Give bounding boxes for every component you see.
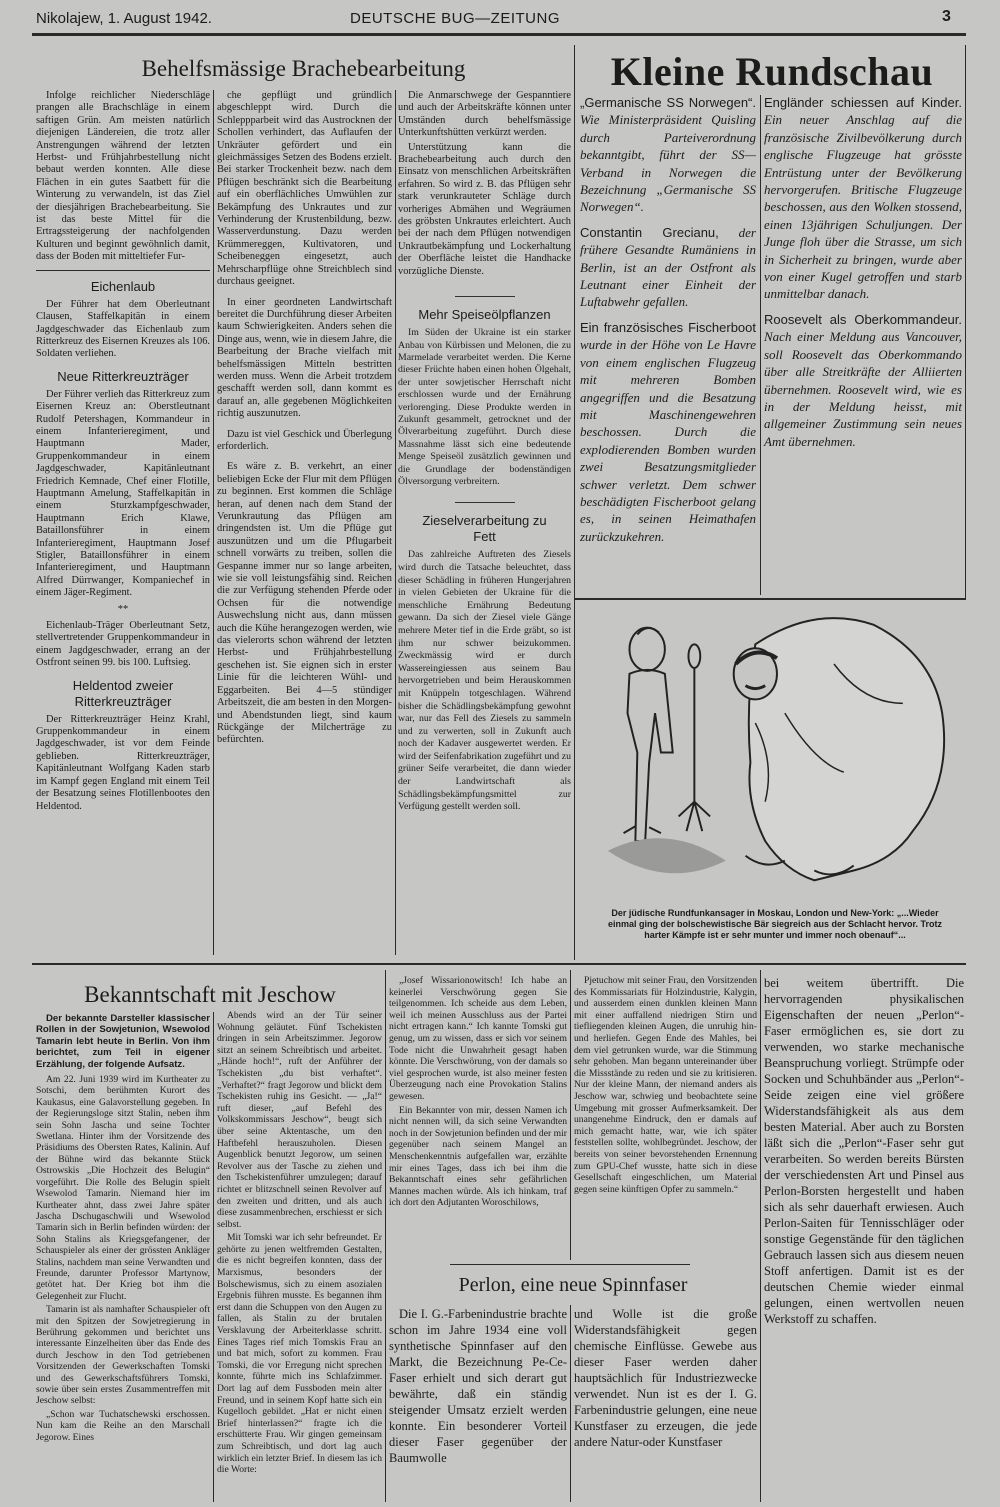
- column-rule: [760, 970, 761, 1502]
- article-paragraph: Der Führer hat dem Oberleutnant Clausen, Staffelkapitän in einem Jagdgeschwader das Eichenlaub zum Ritterkreuz des Eisernen Kreuzes als 106. Soldaten verliehen.: [36, 298, 210, 360]
- news-item: Constantin Grecianu, der frühere Gesandte Rumäniens in Berlin, ist an der Ostfront als Leutnant einer Einheit der Luftabwehr gefallen.: [580, 224, 756, 310]
- section-rule: [32, 963, 966, 965]
- masthead: DEUTSCHE BUG—ZEITUNG: [350, 10, 561, 27]
- article-paragraph: Tamarin ist als namhafter Schauspieler oft mit den Spitzen der Sowjetregierung in Berührung gekommen und berichtet uns interessante Einzelheiten über das Ende des durch Jeschow in den Tod getriebenen Vorsitzenden der Gewerkschaften Tomski und des Gewerkschaftsführers Tomski, sowie über sein erstes Zusammentreffen mit Jeschow selbst:: [36, 1304, 210, 1407]
- article-paragraph: Die I. G.-Farbenindustrie brachte schon im Jahre 1934 eine voll synthetische Spinnfaser auf den Markt, die Bezeichnung Pe-Ce-Faser erhielt und sich derart gut bewährte, daß ein ständig steigender Umsatz erzielt werden konnte. Ein besonderer Vorteil dieser Faser gegenüber der Baumwolle: [389, 1307, 567, 1465]
- jeschow-column-4: [574, 975, 757, 1197]
- cartoon-illustration: [585, 605, 965, 900]
- news-item: „Germanische SS Norwegen“. Wie Ministerpräsident Quisling durch Parteiverordnung bekanntgibt, führt der SS—Verband in Norwegen die Bezeichnung „Germanische SS Norwegen“.: [580, 95, 756, 215]
- article-paragraph: Das zahlreiche Auftreten des Ziesels wird durch die Tatsache beleuchtet, dass dieser Schädling in früheren Hungerjahren in vielen Gebieten der Ukraine für die menschliche Ernährung Bedeutung gewann. Da sich der Ziesel viele Gänge mehrere Meter tief in die Erde gräbt, so ist ihm nur schwer beizukommen. Zweckmässig wird er durch Wassereingiessen aus seinem Bau hervorgetrieben und beim Herauskommen mit Knüppeln totgeschlagen. Während bisher die Schädlingsbekämpfung gewohnt war, nur das Fell des Ziesels zu sammeln und zu verwerten, soll in Zukunft auch noch der Kadaver ausgewertet werden. Er wird der Seifenfabrikation zugeführt und zu grüner Seife verarbeitet, die dann wieder der Landwirtschaft als Schädlingsbekämpfungsmittel zur Verfügung gestellt werden soll.: [398, 549, 571, 813]
- heading-eichenlaub: Eichenlaub: [90, 278, 156, 294]
- column-rule: [570, 970, 571, 1260]
- article-paragraph: che gepflügt und gründlich abgeschleppt wird. Durch die Schleppparbeit wird das Austrocknen der Schollen verhindert, das Auflaufen der Unkräuter gefördert und ein gleichmässiges Setzen des Bodens erzielt. Bei starker Trockenheit bezw. nach dem Pflügen beschränkt sich die Bearbeitung auf ein oberflächliches Umwühlen zur Bekämpfung des Unkrautes und zur Verhinderung der Krustenbildung, bezw. Wasserverdunstung. Dazu werden Krümmereggen, Kultivatoren, und Scheibeneggen eingesetzt, auch Mehrscharpflüge ohne Streichblech sind durchaus geeignet.: [217, 90, 392, 288]
- article-paragraph: Im Süden der Ukraine ist ein starker Anbau von Kürbissen und Melonen, die zu Marmelade verarbeitet werden. Die Kerne dieser Früchte haben einen hohen Ölgehalt, der unter sowjetischer Herrschaft nicht erschlossen wurde und der Ernährung verlorenging. Diese Produkte werden in Zukunft gesammelt, getrocknet und der Ölverarbeitung zugeführt. Durch diese Massnahme lässt sich eine bedeutende Menge Speiseöl zusätzlich gewinnen und die Grundlage der bodenständigen Ölversorgung verbreitern.: [398, 327, 571, 487]
- article-paragraph: Pjetuchow mit seiner Frau, den Vorsitzenden des Kommissariats für Holzindustrie, Kalygin, und ausserdem einen dunklen kleinen Mann mit einer auffallend niedrigen Stirn und tiefliegenden kleinen Augen, die unruhig hin- und herliefen. Gegen Ende des Mahles, bei dem viel getrunken wurde, war die Stimmung sehr gehoben. Man begann untereinander über die Missstände zu reden und sie zu kritisieren. Nur der kleine Mann, der niemand anders als Jeschow war, schwieg und beobachtete seine Umgebung mit grosser Aufmerksamkeit. Der unangenehme Eindruck, den er damals auf mich gemacht hatte, war, wie ich später feststellen sollte, wohlbegründet. Jeschow, der bereits von seiner bevorstehenden Ernennung zum GPU-Chef wusste, hatte sich in diese Gesellschaft eingeschlichen, um Material gegen seine künftigen Opfer zu sammeln.“: [574, 975, 757, 1195]
- column-rule: [213, 1012, 214, 1502]
- headline-brache: Behelfsmässige Brachebearbeitung: [141, 56, 466, 81]
- divider: [450, 1264, 690, 1265]
- box-rule: [965, 45, 966, 600]
- column-rule: [385, 970, 386, 1502]
- article-paragraph: bei weitem übertrifft. Die hervorragenden physikalischen Eigenschaften der neuen „Perlon“-Faser ermöglichen es, sie dort zu verwenden, wo starke mechanische Beanspruchung vorliegt. Strümpfe oder Socken und Schuhbänder aus „Perlon“-Seide zeigen eine viel größere Widerstandsfähigkeit als aus dem besten Material. Aber auch zu Borsten läßt sich die „Perlon“-Faser sehr gut verarbeiten. So werden bereits Bürsten der verschiedensten Art und Pinsel aus Perlon-Borsten hergestellt und haben sich als sehr dauerhaft erwiesen. Auch Perlon-Saiten für Tennisschläger oder sonstige Gegenstände für den täglichen Gebrauch lassen sich aus diesem neuen Stoff anfertigen. Damit ist es der deutschen Chemie wieder einmal gelungen, einen wertvollen neuen Werkstoff zu schaffen.: [764, 976, 964, 1326]
- heading-kleine-rundschau: Kleine Rundschau: [610, 49, 934, 94]
- news-item: Ein französisches Fischerboot wurde in der Höhe von Le Havre von einem englischen Flugzeug mit mehreren Bomben angegriffen und die Besatzung mit Maschinengewehren beschossen. Durch die explodierenden Bomben wurden zwei Besatzungsmitglieder schwer verletzt. Dem schwer beschädigten Fischerboot gelang es, in seinen Heimathafen zurückzukehren.: [580, 319, 756, 544]
- article-paragraph: „Schon war Tuchatschewski erschossen. Nun kam die Reihe an den Marschall Jegorow. Eines: [36, 1408, 210, 1443]
- news-item: Engländer schiessen auf Kinder. Ein neuer Anschlag auf die französische Zivilbevölkerung durch englische Flugzeuge hat grösste Entrüstung unter der Bevölkerung hervorgerufen. Britische Flugzeuge beschossen, aus den Wolken stossend, einen 13jährigen Schuljungen. Der Junge floh über die Strasse, um sich in Sicherheit zu bringen, wurde aber von einer Kugel getroffen und starb unmittelbar danach.: [764, 95, 962, 302]
- dateline: Nikolajew, 1. August 1942.: [36, 10, 212, 27]
- heading-heldentod: Heldentod zweier Ritterkreuzträger: [72, 677, 174, 709]
- heading-ziesel: Zieselverarbeitung zu Fett: [422, 513, 547, 545]
- column-rule: [574, 45, 575, 960]
- column-1: [36, 90, 210, 815]
- article-paragraph: Abends wird an der Tür seiner Wohnung geläutet. Fünf Tschekisten dringen in sein Arbeitszimmer. Jegorow sitzt an seinem Schreibtisch und arbeitet. „Hände hoch!“, ruft der Anführer der Tschekisten „du bist verhaftet“. „Verhaftet?“ fragt Jegorow und blickt dem Tschekisten ruhig ins Gesicht. — „Ja!“ ruft dieser, „auf Befehl des Volkskommissars Jeschow“, beugt sich über seine Aktentasche, um den Haftbefehl herauszuholen. Diesen Augenblick benutzt Jegorow, um seinen Revolver aus der Tasche zu ziehen und den Tschekistenführer umzulegen; darauf richtet er blitzschnell seinen Revolver auf den zweiten und dritten, und als auch diese zusammenbrechen, erschiesst er sich selbst.: [217, 1010, 382, 1230]
- column-3: [398, 90, 571, 816]
- article-paragraph: Unterstützung kann die Brachebearbeitung auch durch den Einsatz von menschlichen Arbeitskräften erfahren. So wird z. B. das Pflügen sehr stark verunkrauteter Schläge durch vorheriges Abmähen und Wegräumen des gröbsten Unkrautes erleichtert. Auch bei der nach dem Pflügen notwendigen Unkrautbekämpfung und Lockerhaltung der Oberfläche leistet die Handhacke vorzügliche Dienste.: [398, 141, 571, 277]
- perlon-column-3: [764, 975, 964, 1329]
- article-paragraph: Der Ritterkreuzträger Heinz Krahl, Gruppenkommandeur in einem Jagdgeschwader, ist vor dem Feinde geblieben. Ritterkreuzträger, Kapitänleutnant Wolfgang Kaden starb im Kampf gegen England mit einem Teil der Besatzung seines Flotillenbootes den Heldentod.: [36, 713, 210, 812]
- box-rule: [574, 598, 966, 600]
- article-paragraph: Dazu ist viel Geschick und Überlegung erforderlich.: [217, 428, 392, 452]
- article-paragraph: Mit Tomski war ich sehr befreundet. Er gehörte zu jenen weltfremden Gestalten, die es nicht begreifen konnten, dass der Marxismus, besonders der Bolschewismus, sich zu einem asozialen Ergebnis führen musste. Es begannen ihm erst dann die Schuppen von den Augen zu fallen, als Stalin zu der brutalen Versklavung der Arbeiterklasse schritt. Eines Tages rief mich Tomskis Frau an und bat mich, sofort zu kommen. Frau Tomski, die vor Erregung nicht sprechen konnte, führte mich ins Schlafzimmer. Dort lag auf dem Fussboden mein alter Freund, und in seinem Kopf hatte sich ein Kugelloch gebildet. „Hat er nicht einen Brief hinterlassen?“ fragte ich die erschütterte Frau. Wir gingen gemeinsam zum Schreibtisch, und dort lag auch wirklich ein letzter Brief. In diesem las ich die Worte:: [217, 1232, 382, 1476]
- column-rule: [213, 90, 214, 955]
- news-item: Roosevelt als Oberkommandeur. Nach einer Meldung aus Vancouver, soll Roosevelt das Oberkommando über alle Streitkräfte der Alliierten übernehmen. Roosevelt wird, wie es in der Meldung heisst, mit allgemeiner Zustimmung sein neues Amt übernehmen.: [764, 311, 962, 449]
- headline-jeschow: Bekanntschaft mit Jeschow: [84, 982, 336, 1007]
- perlon-column-1: [389, 1306, 567, 1468]
- article-paragraph: Eichenlaub-Träger Oberleutnant Setz, stellvertretender Gruppenkommandeur in einem Jagdgeschwader, errang an der Ostfront seinen 99. bis 100. Luftsieg.: [36, 620, 210, 669]
- article-intro: Der bekannte Darsteller klassischer Rollen in der Sowjetunion, Wsewolod Tamarin lebt heute in Berlin. Von ihm berichtet, zum Teil in eigener Erzählung, der folgende Aufsatz.: [36, 1013, 210, 1070]
- header-rule: [32, 33, 966, 36]
- divider: [455, 502, 515, 503]
- column-rule: [760, 95, 761, 595]
- heading-ritterkreuz: Neue Ritterkreuzträger: [57, 368, 189, 384]
- rundschau-column-2: [764, 94, 962, 458]
- column-rule: [570, 1305, 571, 1502]
- column-2: [217, 90, 392, 749]
- jeschow-column-1: [36, 1013, 210, 1445]
- jeschow-column-3: [389, 975, 567, 1211]
- article-paragraph: „Josef Wissarionowitsch! Ich habe an keinerlei Verschwörung gegen Sie teilgenommen. Ich scheide aus dem Leben, weil ich meinen Ausschluss aus der Partei nicht ertragen kann.“ Ich kannte Tomski gut genug, um zu wissen, dass er sich vor seinem Tode nicht die Unwahrheit gesagt haben könnte. Die Verschwörung, von der damals so viel gesprochen wurde, ist also meiner festen Überzeugung nach eine Provokation Stalins gewesen.: [389, 975, 567, 1102]
- jeschow-column-2: [217, 1010, 382, 1478]
- article-paragraph: Am 22. Juni 1939 wird im Kurtheater zu Sotschi, dem berühmten Kurort des Kaukasus, eine Galavorstellung gegeben. In der Regierungsloge sitzt Stalin, neben ihm sein Sohn Jascha und seine Tochter Swetlana. Hinter ihm der Vorsitzende des Präsidiums des Obersten Rates, Kalinin. Auf der Bühne wird das bekannte Stück Ostrowskis „Die Hochzeit des Belugin“ vorgeführt. Die Rolle des Belugin spielt Wsewolod Tamarin. Niemand hier im Kurtheater ahnt, dass zwei Jahre später Jascha Dschugaschwili und Wsewolod Tamarin sich in Berlin befinden würden: der Sohn Stalins als Kriegsgefangener, der Schauspieler als einer der grössten Ankläger Stalins, nachdem man seine Verwandten und Freunde, darunter Professor Martynow, getötet hat. Der Krieg bot ihm die Gelegenheit zur Flucht.: [36, 1074, 210, 1302]
- article-paragraph: Infolge reichlicher Niederschläge prangen alle Brachschläge in einem saftigen Grün. Am meisten natürlich diejenigen Ländereien, die trotz aller Anstrengungen während der letzten Herbst- und Frühjahrbestellung nicht bebaut werden konnten. Alle diese Flächen in ein gutes Saatbett für die Winterung zu verwandeln, ist das Ziel der diesjährigen Brachebearbeitung. Sie ist das beste Mittel für die Ertragssteigerung der nachfolgenden Kulturen und beginnt gewöhnlich damit, dass der Boden mit mitteltiefer Fur-: [36, 90, 210, 263]
- article-paragraph: Der Führer verlieh das Ritterkreuz zum Eisernen Kreuz an: Oberstleutnant Rudolf Petershagen, Kommandeur in einem Infanterieregiment, und Hauptmann Mader, Gruppenkommandeur in einem Jagdgeschwader, Kapitänleutnant Friedrich Kemnade, Chef einer Flotille, Hauptmann Amelung, Staffelkapitän in einem Sturzkampfgeschwader, Hauptmann Erich Klawe, Bataillonsführer in einem Infanterieregiment, Hauptmann Josef Stigler, Bataillonsführer in einem Infanterieregiment, und Hauptmann Alfred Dürrwanger, Kompaniechef in einem Jäger-Regiment.: [36, 388, 210, 599]
- article-paragraph: und Wolle ist die große Widerstandsfähigkeit gegen chemische Einflüsse. Gewebe aus dieser Faser werden daher hauptsächlich für Industriezwecke verwendet. Nun ist es der I. G. Farbenindustrie gelungen, eine neue Kunstfaser zu erzeugen, die jede andere Natur-oder Kunstfaser: [574, 1307, 757, 1449]
- perlon-column-2: [574, 1306, 757, 1452]
- heading-speiseoel: Mehr Speiseölpflanzen: [418, 307, 551, 323]
- separator: **: [117, 603, 129, 615]
- page-number: 3: [942, 8, 951, 25]
- column-rule: [395, 90, 396, 955]
- divider: [455, 296, 515, 297]
- article-paragraph: Es wäre z. B. verkehrt, an einer beliebigen Ecke der Flur mit dem Pflügen zu beginnen. Erst kommen die Schläge heran, auf denen nach dem Stand der Verunkrautung das Pflügen am dringendsten ist. Um die Pflüge gut auszunützen und um die Pflugarbeit schnell vorwärts zu treiben, sollen die Gespanne immer nur so lange arbeiten, wie sie voll leistungsfähig sind. Reichen die zur Verfügung stehenden Pferde oder Ochsen für die notwendige Auswechslung nicht aus, dann müssen auch die Kühe herangezogen werden, wie das vielerorts schon während der letzten Herbst- und Frühjahrbestellung geschehen ist. Sie eignen sich in erster Linie für die leichteren Wühl- und Eggarbeiten. Bei 4—5 stündiger Arbeitszeit, die am besten in den Morgen- und Abendstunden liegt, sind kaum Rückgänge der Milcherträge zu befürchten.: [217, 461, 392, 746]
- article-paragraph: Ein Bekannter von mir, dessen Namen ich nicht nennen will, da sich seine Verwandten noch in der Sowjetunion befinden und der mir gegenüber nach seinem Mangel an Menschenkenntnis aufgefallen war, erzählte mir eines Tages, dass ich bei ihm die Bekanntschaft eines sehr gefährlichen Mannes machen würde. Als ich hinkam, traf ich dort den Adjutanten Woroschilows,: [389, 1104, 567, 1209]
- rundschau-column-1: [580, 94, 756, 553]
- article-paragraph: In einer geordneten Landwirtschaft bereitet die Durchführung dieser Arbeiten kaum Schwierigkeiten. Anders sehen die Dinge aus, wenn, wie in diesem Jahre, die Bearbeitung der Brache vielfach mit behelfsmässigen Mitteln bestritten werden muss. Wenn die Arbeit trotzdem geschafft werden soll, dann kommt es darauf an, alle gegebenen Möglichkeiten richtig auszunutzen.: [217, 296, 392, 420]
- cartoon-caption: Der jüdische Rundfunkansager in Moskau, London und New-York: „...Wieder einmal ging der bolschewistische Bär siegreich aus der Schlacht hervor. Trotz harter Kämpfe ist er sehr munter und immer noch obenauf“...: [607, 908, 943, 940]
- headline-perlon: Perlon, eine neue Spinnfaser: [458, 1274, 688, 1296]
- article-paragraph: Die Anmarschwege der Gespanntiere und auch der Arbeitskräfte können unter Umständen durch behelfsmässige Unterkunftshütten verkürzt werden.: [398, 90, 571, 139]
- divider: [36, 270, 210, 271]
